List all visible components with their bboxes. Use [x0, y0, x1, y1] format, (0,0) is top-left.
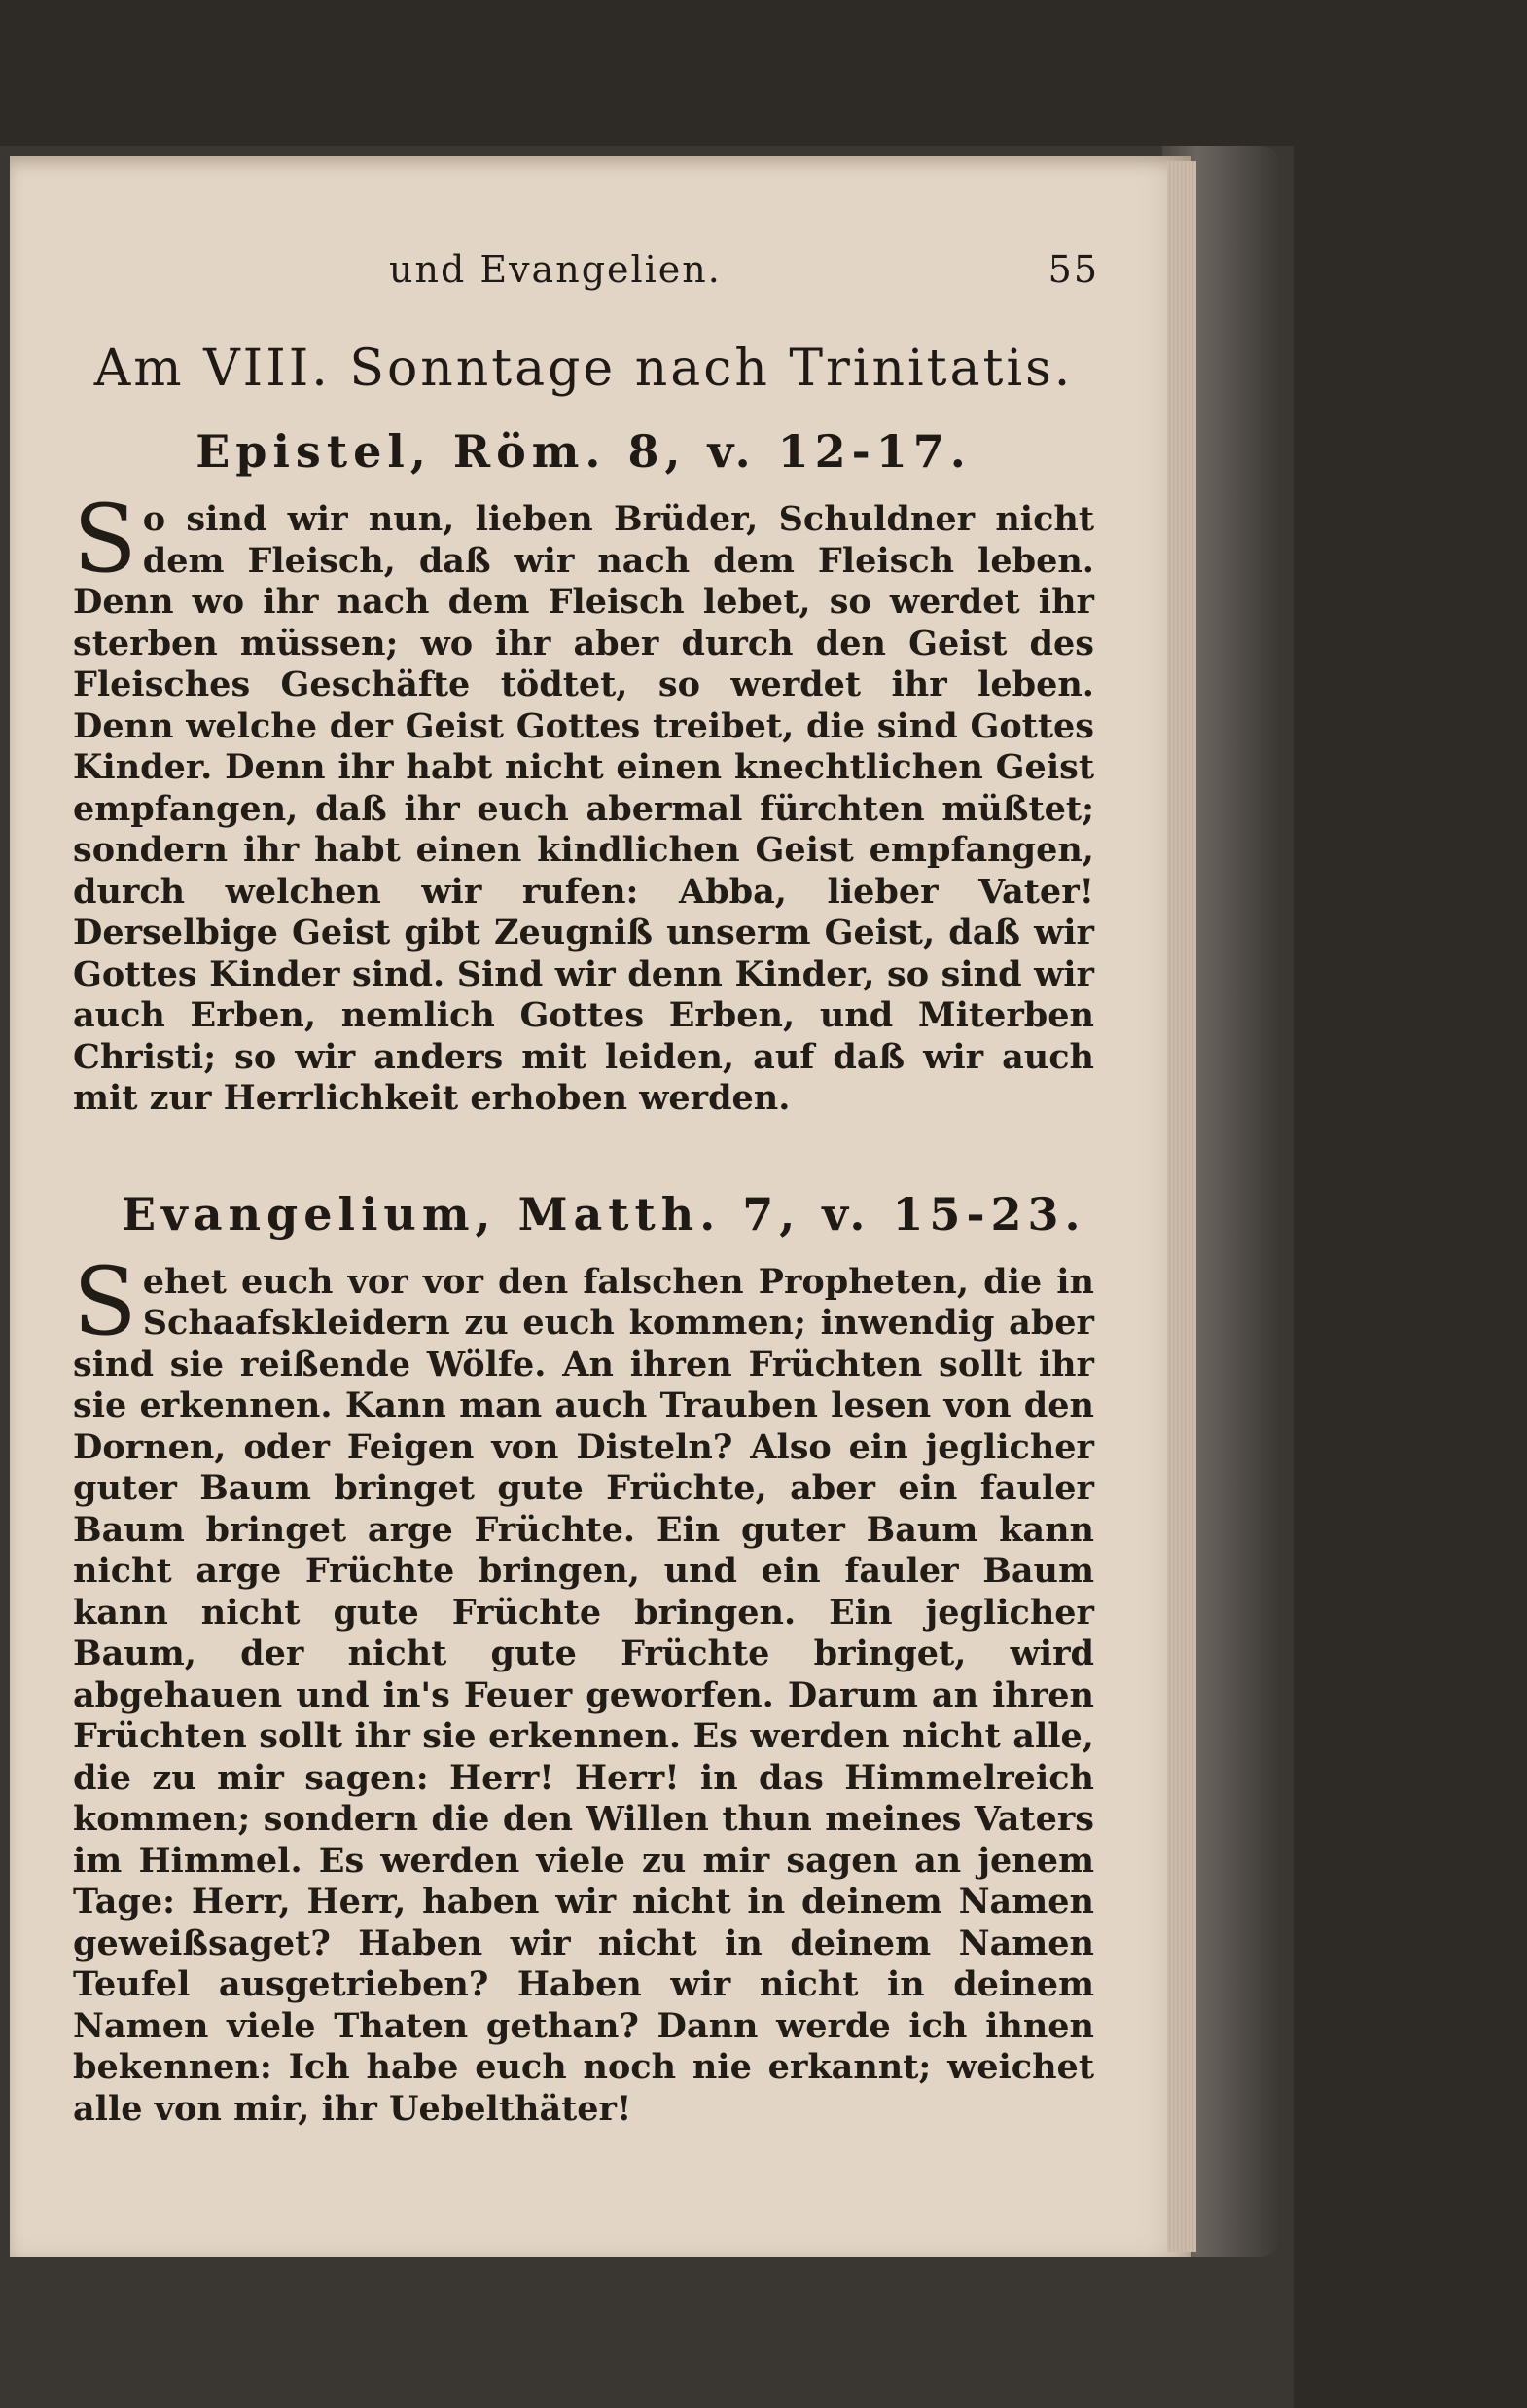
- gospel-initial: S: [73, 1246, 137, 1356]
- epistle-body: o sind wir nun, lieben Brüder, Schuldner nicht dem Fleisch, daß wir nach dem Fleisch leben. Denn wo ihr nach dem Fleisch lebet, so werdet ihr sterben müssen; wo ihr aber durch den Geist des Fleisches Geschäfte tödtet, so werdet ihr leben. Denn welche der Geist Gottes treibet, die sind Gottes Kinder. Denn ihr habt nicht einen knechtlichen Geist empfangen, daß ihr euch abermal fürchten müßtet; sondern ihr habt einen kindlichen Geist empfangen, durch welchen wir rufen: Abba, lieber Vater! Derselbige Geist gibt Zeugniß unserm Geist, daß wir Gottes Kinder sind. Sind wir denn Kinder, so sind wir auch Erben, nemlich Gottes Erben, und Miterben Christi; so wir anders mit leiden, auf daß wir auch mit zur Herrlichkeit erhoben werden.: [73, 499, 1094, 1118]
- sunday-title: Am VIII. Sonntage nach Trinitatis.: [93, 340, 1074, 398]
- running-head: [389, 248, 1099, 291]
- gospel-heading: Evangelium, Matth. 7, v. 15-23.: [122, 1187, 1086, 1240]
- gospel-body: ehet euch vor vor den falschen Propheten, die in Schaafskleidern zu euch kommen; inwendig aber sind sie reißende Wölfe. An ihren Früchten sollt ihr sie erkennen. Kann man auch Trauben lesen von den Dornen, oder Feigen von Disteln? Also ein jeglicher guter Baum bringet gute Früchte, aber ein fauler Baum bringet arge Früchte. Ein guter Baum kann nicht arge Früchte bringen, und ein fauler Baum kann nicht gute Früchte bringen. Ein jeglicher Baum, der nicht gute Früchte bringet, wird abgehauen und in's Feuer geworfen. Darum an ihren Früchten sollt ihr sie erkennen. Es werden nicht alle, die zu mir sagen: Herr! Herr! in das Himmelreich kommen; sondern die den Willen thun meines Vaters im Himmel. Es werden viele zu mir sagen an jenem Tage: Herr, Herr, haben wir nicht in deinem Namen geweißsaget? Haben wir nicht in deinem Namen Teufel ausgetrieben? Haben wir nicht in deinem Namen viele Thaten gethan? Dann werde ich ihnen bekennen: Ich habe euch noch nie erkannt; weichet alle von mir, ihr Uebelthäter!: [73, 1261, 1094, 2129]
- epistle-text: [73, 485, 1094, 1120]
- running-head-title: und Evangelien.: [389, 248, 722, 291]
- epistle-initial: S: [73, 485, 137, 593]
- page-text-block: [73, 248, 1099, 2130]
- page-edges: [1167, 161, 1196, 2252]
- page-number: 55: [1048, 248, 1099, 291]
- epistle-heading: Epistel, Röm. 8, v. 12-17.: [195, 425, 972, 478]
- gospel-text: [73, 1246, 1094, 2131]
